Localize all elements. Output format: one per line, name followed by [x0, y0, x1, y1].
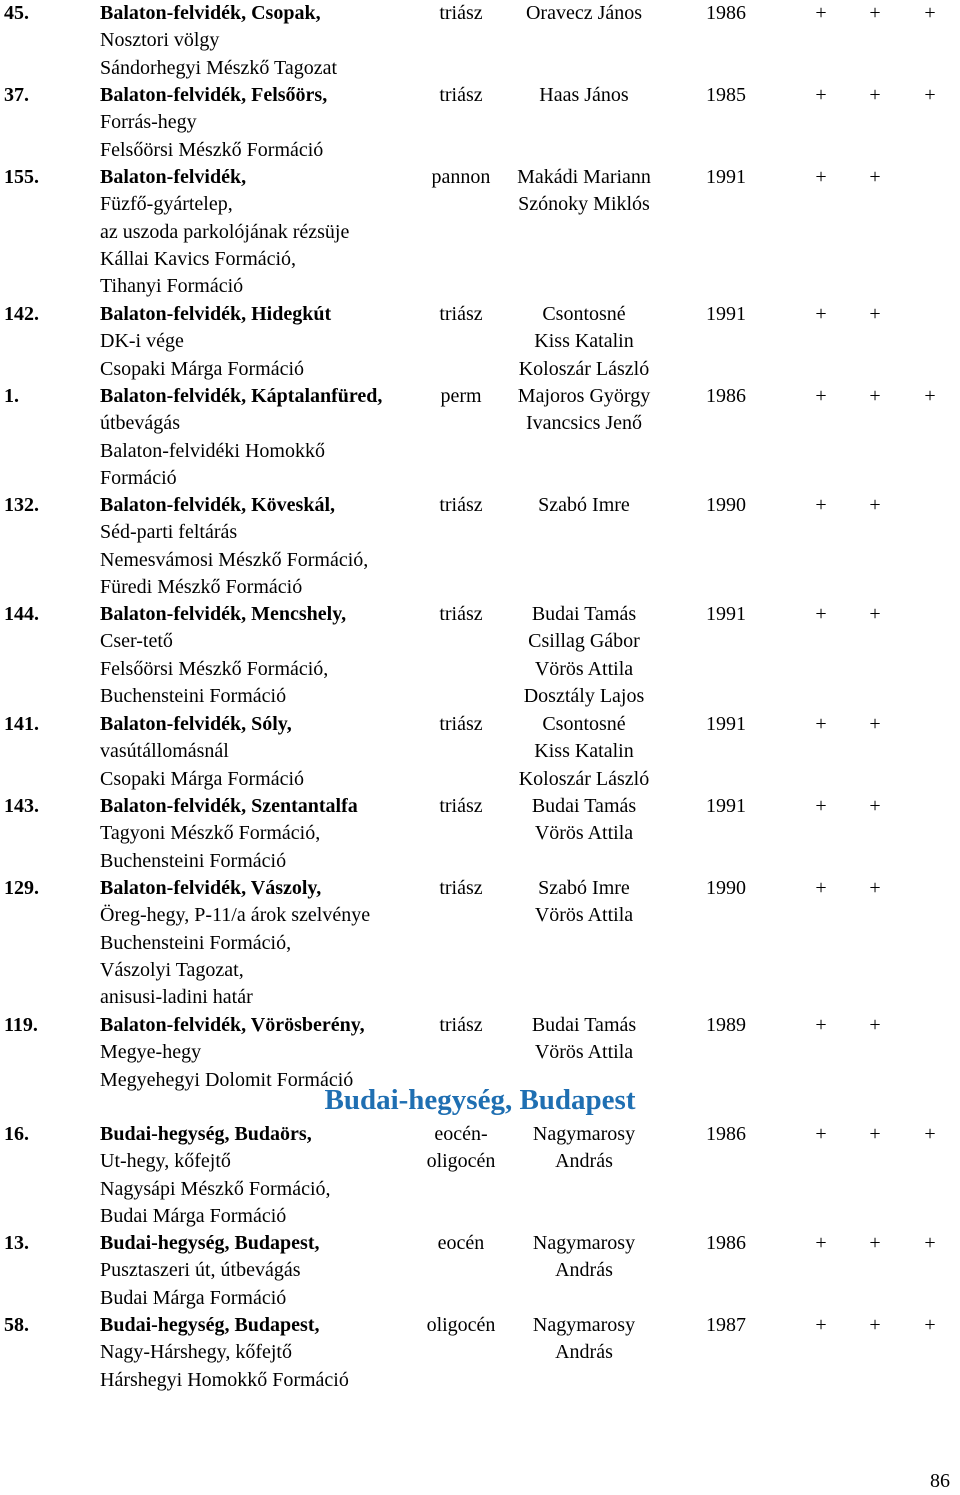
entry-number: 142.: [4, 303, 39, 325]
age-line: triász: [439, 84, 483, 106]
collector-name: Csontosné: [542, 713, 626, 735]
collectors: [500, 164, 668, 219]
plus-mark: +: [869, 603, 881, 625]
collectors: [500, 793, 668, 848]
geologic-age: [412, 875, 510, 902]
year: 1991: [706, 303, 746, 325]
locality-description: [100, 601, 346, 710]
age-line: triász: [439, 795, 483, 817]
locality-detail-line: Nagysápi Mészkő Formáció,: [100, 1177, 331, 1200]
collector-name: Nagymarosy: [532, 1232, 636, 1254]
year: 1991: [706, 795, 746, 817]
collector-name: Vörös Attila: [534, 657, 634, 680]
age-line: perm: [440, 385, 482, 407]
collector-name: Szónoky Miklós: [518, 193, 650, 216]
locality-detail-line: Tihanyi Formáció: [100, 275, 244, 298]
plus-mark: +: [815, 1232, 827, 1254]
locality-detail-line: Füredi Mészkő Formáció: [100, 575, 303, 598]
entry-number: 119.: [4, 1014, 38, 1036]
plus-mark: +: [869, 2, 881, 24]
plus-mark: +: [924, 1314, 936, 1336]
locality-description: [100, 492, 368, 601]
locality-title: Budai-hegység, Budapest,: [100, 1232, 320, 1254]
locality-detail-line: Balaton-felvidéki Homokkő: [100, 439, 325, 462]
collectors: [500, 711, 668, 793]
year: 1991: [706, 713, 746, 735]
geologic-age: [412, 1012, 510, 1039]
locality-detail-line: Felsőörsi Mészkő Formáció: [100, 138, 324, 161]
locality-detail-line: az uszoda parkolójának rézsüje: [100, 220, 350, 243]
plus-mark: +: [869, 877, 881, 899]
collector-name: Vörös Attila: [534, 904, 634, 927]
locality-detail-line: Megyehegyi Dolomit Formáció: [100, 1068, 354, 1091]
collectors: [500, 383, 668, 438]
plus-mark: +: [869, 303, 881, 325]
locality-detail-line: Nagy-Hárshegy, kőfejtő: [100, 1341, 292, 1364]
plus-mark: +: [869, 1232, 881, 1254]
entry-number: 37.: [4, 84, 29, 106]
geologic-age: [412, 711, 510, 738]
locality-title: Balaton-felvidék, Felsőörs,: [100, 84, 328, 106]
locality-description: [100, 711, 304, 793]
locality-detail-line: Buchensteini Formáció: [100, 684, 287, 707]
geologic-age: [412, 301, 510, 328]
geologic-age: [412, 383, 510, 410]
geologic-age: [412, 793, 510, 820]
collector-name: Nagymarosy: [532, 1123, 636, 1145]
entry-number: 144.: [4, 603, 39, 625]
collector-name: Ivancsics Jenő: [525, 412, 643, 435]
page-number: 86: [930, 1470, 950, 1492]
locality-detail-line: Kállai Kavics Formáció,: [100, 247, 297, 270]
entry-number: 132.: [4, 494, 39, 516]
geologic-age: [412, 82, 510, 109]
plus-mark: +: [924, 84, 936, 106]
collectors: [500, 1012, 668, 1067]
locality-detail-line: Formáció: [100, 466, 177, 489]
collector-name: Kiss Katalin: [534, 740, 634, 763]
locality-detail-line: Csopaki Márga Formáció: [100, 357, 305, 380]
locality-detail-line: Nosztori völgy: [100, 29, 220, 52]
collector-name: Szabó Imre: [538, 494, 630, 516]
plus-mark: +: [815, 1314, 827, 1336]
locality-description: [100, 1312, 349, 1394]
locality-detail-line: Csopaki Márga Formáció: [100, 767, 305, 790]
locality-title: Balaton-felvidék, Vászoly,: [100, 877, 322, 899]
entry-number: 155.: [4, 166, 39, 188]
locality-detail-line: Vászolyi Tagozat,: [100, 958, 244, 981]
locality-title: Balaton-felvidék, Sóly,: [100, 713, 292, 735]
plus-mark: +: [869, 84, 881, 106]
locality-detail-line: Hárshegyi Homokkő Formáció: [100, 1368, 349, 1391]
collectors: [500, 301, 668, 383]
locality-description: [100, 301, 331, 383]
plus-mark: +: [815, 84, 827, 106]
geologic-age: [412, 601, 510, 628]
age-line: oligocén: [426, 1314, 496, 1336]
collectors: [500, 82, 668, 109]
entry-number: 16.: [4, 1123, 29, 1145]
age-line: triász: [439, 713, 483, 735]
locality-description: [100, 793, 358, 875]
age-line: eocén-: [434, 1123, 488, 1145]
plus-mark: +: [924, 1123, 936, 1145]
collector-name: Vörös Attila: [534, 822, 634, 845]
locality-description: [100, 82, 327, 164]
plus-mark: +: [869, 166, 881, 188]
collector-name: Oravecz János: [525, 2, 643, 24]
locality-title: Balaton-felvidék, Köveskál,: [100, 494, 336, 516]
locality-detail-line: Sándorhegyi Mészkő Tagozat: [100, 56, 338, 79]
geologic-age: [412, 1312, 510, 1339]
year: 1986: [706, 385, 746, 407]
locality-description: [100, 1121, 331, 1230]
plus-mark: +: [815, 877, 827, 899]
entry-number: 129.: [4, 877, 39, 899]
entry-number: 58.: [4, 1314, 29, 1336]
age-line: eocén: [437, 1232, 485, 1254]
plus-mark: +: [924, 385, 936, 407]
locality-detail-line: Forrás-hegy: [100, 111, 197, 134]
collector-name: Csillag Gábor: [528, 630, 640, 653]
plus-mark: +: [869, 795, 881, 817]
plus-mark: +: [815, 303, 827, 325]
entry-number: 13.: [4, 1232, 29, 1254]
locality-detail-line: Budai Márga Formáció: [100, 1286, 287, 1309]
locality-description: [100, 0, 337, 82]
collectors: [500, 1121, 668, 1176]
age-line: triász: [439, 2, 483, 24]
locality-detail-line: Budai Márga Formáció: [100, 1204, 287, 1227]
locality-detail-line: Buchensteini Formáció: [100, 849, 287, 872]
plus-mark: +: [815, 166, 827, 188]
locality-title: Balaton-felvidék, Mencshely,: [100, 603, 347, 625]
age-line: triász: [439, 303, 483, 325]
plus-mark: +: [815, 2, 827, 24]
locality-description: [100, 383, 382, 492]
locality-title: Balaton-felvidék, Szentantalfa: [100, 795, 358, 817]
locality-title: Balaton-felvidék, Csopak,: [100, 2, 321, 24]
collector-name: Csontosné: [542, 303, 626, 325]
collector-name: Koloszár László: [518, 357, 650, 380]
age-line: triász: [439, 877, 483, 899]
year: 1986: [706, 2, 746, 24]
year: 1990: [706, 877, 746, 899]
collector-name: Budai Tamás: [531, 795, 637, 817]
locality-detail-line: DK-i vége: [100, 330, 184, 353]
plus-mark: +: [869, 713, 881, 735]
plus-mark: +: [815, 1014, 827, 1036]
year: 1986: [706, 1232, 746, 1254]
age-line: triász: [439, 603, 483, 625]
locality-detail-line: Füzfő-gyártelep,: [100, 193, 233, 216]
collector-name: András: [555, 1341, 613, 1364]
year: 1987: [706, 1314, 746, 1336]
geologic-age: [412, 164, 510, 191]
collectors: [500, 492, 668, 519]
collector-name: Majoros György: [517, 385, 651, 407]
geologic-age: [412, 0, 510, 27]
locality-detail-line: Séd-parti feltárás: [100, 521, 238, 544]
locality-title: Budai-hegység, Budaörs,: [100, 1123, 312, 1145]
entry-number: 45.: [4, 2, 29, 24]
collectors: [500, 601, 668, 710]
geologic-age: [412, 492, 510, 519]
plus-mark: +: [815, 385, 827, 407]
locality-detail-line: anisusi-ladini határ: [100, 986, 253, 1009]
year: 1991: [706, 166, 746, 188]
plus-mark: +: [815, 713, 827, 735]
plus-mark: +: [815, 1123, 827, 1145]
locality-detail-line: vasútállomásnál: [100, 740, 229, 763]
collector-name: András: [555, 1259, 613, 1282]
entry-number: 143.: [4, 795, 39, 817]
collector-name: Budai Tamás: [531, 1014, 637, 1036]
locality-detail-line: Felsőörsi Mészkő Formáció,: [100, 657, 329, 680]
locality-title: Balaton-felvidék,: [100, 166, 247, 188]
plus-mark: +: [815, 603, 827, 625]
locality-description: [100, 164, 349, 300]
collectors: [500, 0, 668, 27]
plus-mark: +: [869, 1123, 881, 1145]
collector-name: Szabó Imre: [538, 877, 630, 899]
collector-name: Kiss Katalin: [534, 330, 634, 353]
entry-number: 1.: [4, 385, 19, 407]
age-line: pannon: [431, 166, 491, 188]
age-line: triász: [439, 1014, 483, 1036]
collectors: [500, 1230, 668, 1285]
age-line: oligocén: [426, 1150, 496, 1173]
locality-detail-line: Pusztaszeri út, útbevágás: [100, 1259, 301, 1282]
collector-name: Budai Tamás: [531, 603, 637, 625]
plus-mark: +: [869, 494, 881, 516]
geologic-age: [412, 1230, 510, 1257]
locality-detail-line: Nemesvámosi Mészkő Formáció,: [100, 548, 369, 571]
plus-mark: +: [815, 494, 827, 516]
geologic-age: [412, 1121, 510, 1176]
collector-name: Koloszár László: [518, 767, 650, 790]
locality-detail-line: Cser-tető: [100, 630, 173, 653]
plus-mark: +: [924, 1232, 936, 1254]
locality-title: Balaton-felvidék, Vörösberény,: [100, 1014, 365, 1036]
collector-name: Haas János: [539, 84, 629, 106]
plus-mark: +: [869, 1314, 881, 1336]
locality-title: Balaton-felvidék, Káptalanfüred,: [100, 385, 383, 407]
plus-mark: +: [815, 795, 827, 817]
year: 1991: [706, 603, 746, 625]
year: 1989: [706, 1014, 746, 1036]
locality-detail-line: Tagyoni Mészkő Formáció,: [100, 822, 321, 845]
collectors: [500, 875, 668, 930]
collector-name: Dosztály Lajos: [523, 684, 645, 707]
plus-mark: +: [869, 1014, 881, 1036]
year: 1985: [706, 84, 746, 106]
year: 1986: [706, 1123, 746, 1145]
entry-number: 141.: [4, 713, 39, 735]
locality-detail-line: Ut-hegy, kőfejtő: [100, 1150, 231, 1173]
year: 1990: [706, 494, 746, 516]
locality-description: [100, 875, 370, 1011]
locality-title: Balaton-felvidék, Hidegkút: [100, 303, 332, 325]
locality-detail-line: Öreg-hegy, P-11/a árok szelvénye: [100, 904, 371, 927]
collector-name: Nagymarosy: [532, 1314, 636, 1336]
collector-name: Makádi Mariann: [517, 166, 651, 188]
age-line: triász: [439, 494, 483, 516]
locality-title: Budai-hegység, Budapest,: [100, 1314, 320, 1336]
plus-mark: +: [924, 2, 936, 24]
section-heading: Budai-hegység, Budapest: [324, 1084, 636, 1116]
plus-mark: +: [869, 385, 881, 407]
locality-detail-line: Megye-hegy: [100, 1041, 202, 1064]
locality-detail-line: Buchensteini Formáció,: [100, 931, 292, 954]
collector-name: Vörös Attila: [534, 1041, 634, 1064]
locality-description: [100, 1230, 320, 1312]
collectors: [500, 1312, 668, 1367]
locality-detail-line: útbevágás: [100, 412, 180, 435]
collector-name: András: [555, 1150, 613, 1173]
